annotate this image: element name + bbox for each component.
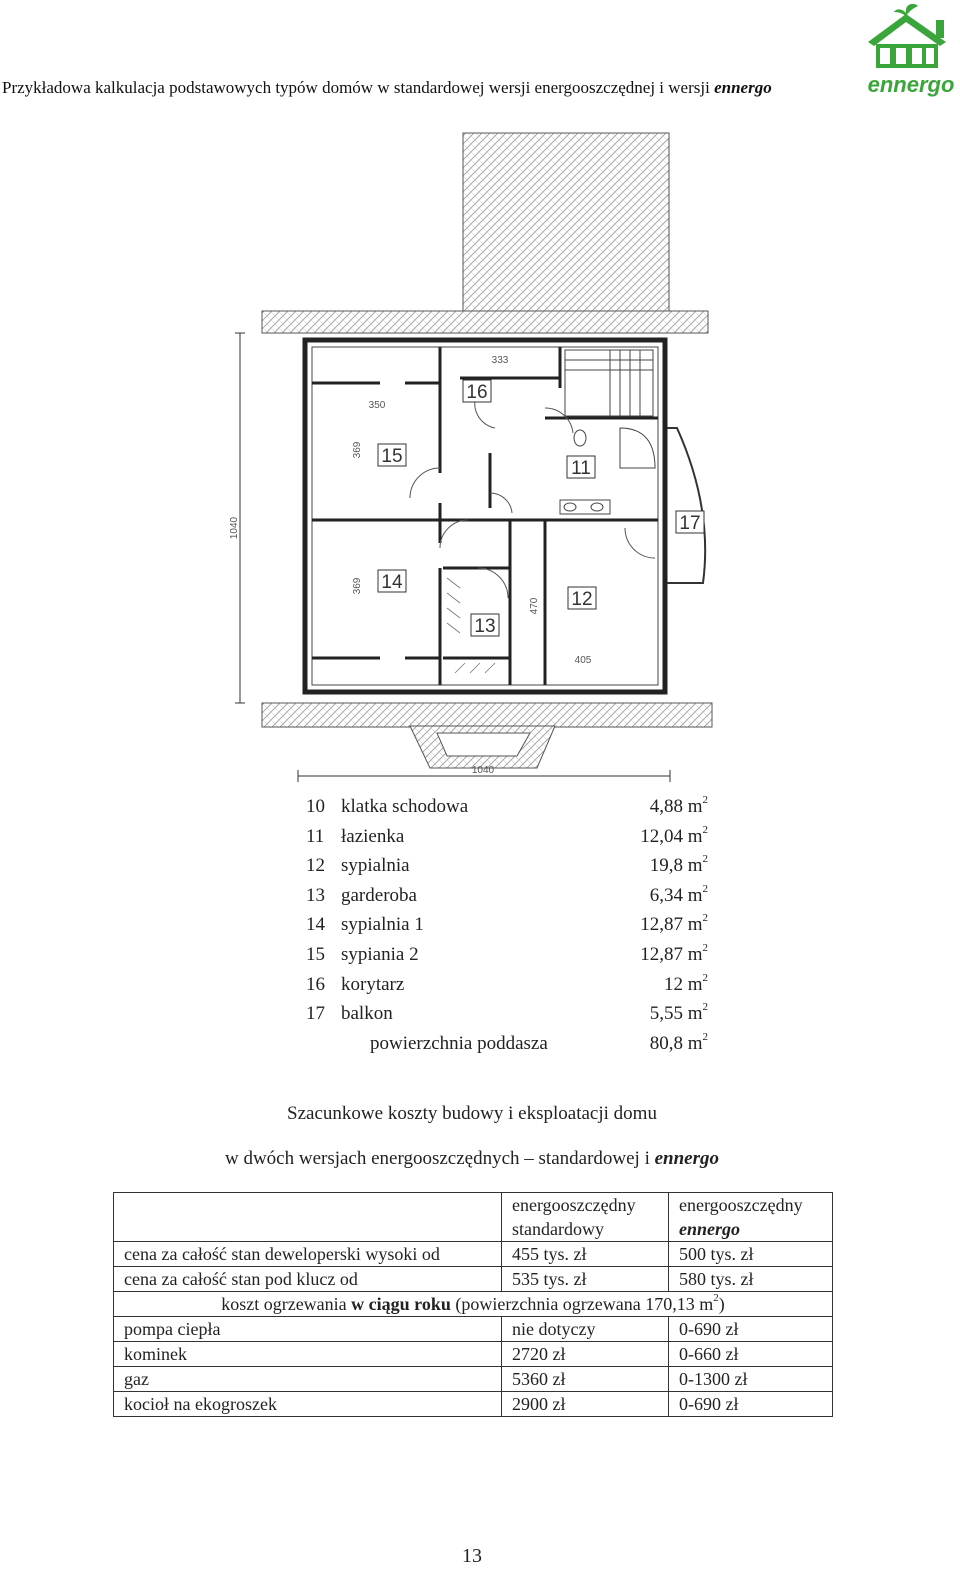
room-label-12: 12: [571, 589, 593, 610]
room-num: 15: [306, 943, 325, 965]
room-num: 12: [306, 855, 325, 877]
roof-band-bottom: [262, 703, 712, 727]
room-label-13: 13: [474, 616, 496, 637]
table-row: [114, 1342, 833, 1367]
room-area: 12,87 $m^2$: [640, 912, 708, 936]
row-standard: 2900 zł: [502, 1392, 669, 1417]
dim-vertical: 1040: [229, 516, 240, 540]
room-label-15: 15: [381, 446, 403, 467]
row-standard: 5360 zł: [502, 1367, 669, 1392]
dim-405: 405: [574, 655, 592, 666]
room-label-11: 11: [571, 458, 591, 479]
row-label: pompa ciepła: [114, 1317, 502, 1342]
room-row: [306, 822, 726, 852]
table-row: [114, 1392, 833, 1417]
room-row: [306, 792, 726, 822]
row-ennergo: 0-690 zł: [669, 1317, 833, 1342]
room-area: 4,88 $m^2$: [649, 794, 708, 817]
rooms-list: [306, 792, 726, 1058]
heating-header: koszt ogrzewania w ciągu roku (powierzchnia ogrzewana 170,13 $m^2$): [114, 1292, 833, 1317]
room-num: 17: [306, 1003, 325, 1025]
room-area: 12 $m^2$: [663, 971, 708, 995]
room-name: garderoba: [341, 884, 417, 906]
row-label: gaz: [114, 1367, 502, 1392]
room-row: [306, 970, 726, 1000]
page-header: [2, 78, 772, 98]
ennergo-logo: [866, 2, 958, 98]
dim-369-top: 369: [352, 441, 363, 459]
logo-text: ennergo: [867, 72, 955, 97]
table-row: [114, 1367, 833, 1392]
dim-369-bottom: 369: [352, 577, 363, 595]
room-label-16: 16: [466, 382, 488, 403]
room-area: 5,55 $m^2$: [649, 1001, 708, 1025]
room-name: balkon: [341, 1003, 393, 1025]
header-ennergo: energooszczędny ennergo: [669, 1193, 833, 1242]
room-name: sypialnia 1: [341, 914, 424, 936]
row-ennergo: 0-660 zł: [669, 1342, 833, 1367]
room-row: [306, 910, 726, 940]
room-num: 16: [306, 973, 325, 995]
dim-horizontal: 1040: [471, 765, 495, 776]
header-standard: energooszczędny standardowy: [502, 1193, 669, 1242]
table-row: [114, 1267, 833, 1292]
section-subtitle: w dwóch wersjach energooszczędnych – standardowej i ennergo: [224, 1148, 720, 1169]
floor-plan: [215, 128, 735, 793]
row-standard: 455 tys. zł: [502, 1242, 669, 1267]
roof-top: [463, 133, 669, 313]
room-area: 12,04 $m^2$: [640, 823, 708, 847]
room-num: 13: [306, 884, 325, 906]
room-row: [306, 851, 726, 881]
room-num: 11: [306, 825, 325, 847]
heating-header-row: [114, 1292, 833, 1317]
room-name: klatka schodowa: [341, 796, 469, 817]
subtitle-brand: ennergo: [654, 1148, 720, 1169]
row-label: kocioł na ekogroszek: [114, 1392, 502, 1417]
room-area: 12,87 $m^2$: [640, 941, 708, 965]
rooms-total-row: [306, 1029, 726, 1059]
room-row: [306, 999, 726, 1029]
dim-333: 333: [491, 355, 509, 366]
row-ennergo: 0-1300 zł: [669, 1367, 833, 1392]
row-standard: nie dotyczy: [502, 1317, 669, 1342]
table-header-row: [114, 1193, 833, 1242]
room-name: sypiania 2: [341, 943, 419, 965]
row-ennergo: 500 tys. zł: [669, 1242, 833, 1267]
dim-470: 470: [529, 597, 540, 615]
page-number: 13: [462, 1545, 482, 1567]
row-label: cena za całość stan pod klucz od: [114, 1267, 502, 1292]
row-ennergo: 0-690 zł: [669, 1392, 833, 1417]
total-area: 80,8 $m^2$: [649, 1030, 708, 1054]
row-standard: 535 tys. zł: [502, 1267, 669, 1292]
room-name: łazienka: [341, 825, 405, 847]
room-num: 14: [306, 914, 325, 936]
dim-350: 350: [368, 400, 386, 411]
room-name: korytarz: [341, 973, 405, 995]
header-brand: ennergo: [714, 78, 772, 97]
room-name: sypialnia: [341, 855, 410, 877]
room-area: 19,8 $m^2$: [649, 853, 708, 877]
room-label-14: 14: [381, 572, 403, 593]
costs-table: [113, 1192, 833, 1417]
room-num: 10: [306, 796, 325, 817]
row-standard: 2720 zł: [502, 1342, 669, 1367]
roof-band-top: [262, 311, 708, 333]
row-ennergo: 580 tys. zł: [669, 1267, 833, 1292]
header-empty-cell: [114, 1193, 502, 1242]
room-area: 6,34 $m^2$: [649, 882, 708, 906]
balcony: [667, 428, 705, 583]
header-text: Przykładowa kalkulacja podstawowych typów domów w standardowej wersji energooszczędnej i wersji: [2, 78, 710, 97]
table-row: [114, 1242, 833, 1267]
section-title: Szacunkowe koszty budowy i eksploatacji domu: [287, 1103, 657, 1124]
room-row: [306, 881, 726, 911]
room-label-17: 17: [679, 513, 701, 534]
table-row: [114, 1317, 833, 1342]
row-label: cena za całość stan deweloperski wysoki od: [114, 1242, 502, 1267]
room-row: [306, 940, 726, 970]
total-label: powierzchnia poddasza: [370, 1032, 548, 1054]
row-label: kominek: [114, 1342, 502, 1367]
